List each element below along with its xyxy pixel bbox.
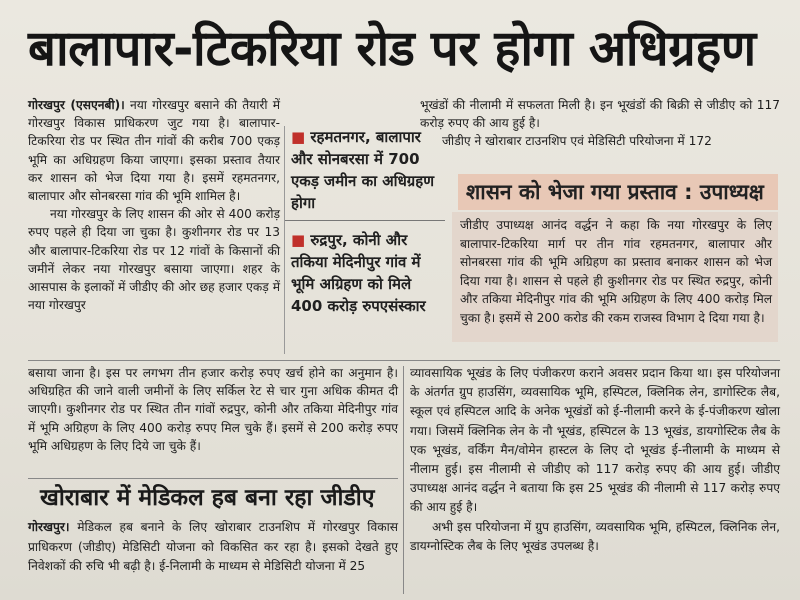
article-column-1: [28, 96, 280, 314]
article-column-right-bottom: [410, 364, 780, 556]
right-top-para1: भूखंडों की नीलामी में सफलता मिली है। इन भूखंडों की बिक्री से जीडीए को 117 करोड़ रुपए की आय हुई है।: [420, 98, 780, 131]
bottom-story-text: मेडिकल हब बनाने के लिए खोराबार टाउनशिप में गोरखपुर विकास प्राधिकरण (जीडीए) मेडिसिटी योजना को विकसित कर रहा है। इसको देखते हुए निवेशकों की रुचि भी बढ़ी है। ई-निलामी के माध्यम से मेडिसिटी योजना में 25: [28, 520, 398, 573]
headline: बालापार-टिकरिया रोड पर होगा अधिग्रहण: [28, 20, 756, 77]
subhead-box-title: शासन को भेजा गया प्रस्ताव : उपाध्यक्ष: [466, 180, 764, 204]
subhead-box: [458, 174, 778, 210]
boxed-quote: [452, 212, 778, 342]
right-top-para2: जीडीए ने खोराबार टाउनशिप एवं मेडिसिटी परियोजना में 172: [442, 134, 712, 149]
dateline: गोरखपुर (एसएनबी)।: [28, 98, 125, 112]
column1-para2: नया गोरखपुर के लिए शासन की ओर से 400 करोड़ रुपए पहले ही दिया जा चुका है। कुशीनगर रोड पर 13 और बालापार-टिकरिया रोड पर 12 गांवों के किसानों की जमीनें लेकर नया गोरखपुर बसाया जाएगा। शहर के आसपास के इलाकों में जीडीए की ओर छह हजार एकड़ में नया गोरखपुर: [28, 207, 280, 313]
subhead-medical-hub: खोराबार में मेडिकल हब बना रहा जीडीए: [40, 485, 375, 511]
bottom-dateline: गोरखपुर।: [28, 520, 70, 534]
sidebar-divider: [285, 220, 445, 221]
sidebar-item-1-text: रहमतनगर, बालापार और सोनबरसा में 700 एकड़ जमीन का अधिग्रहण होगा: [291, 128, 435, 212]
column1-para1-text: नया गोरखपुर बसाने की तैयारी में गोरखपुर विकास प्राधिकरण जुट गया है। बालापार-टिकरिया रोड पर स्थित तीन गांवों की करीब 700 एकड़ भूमि का अधिग्रहण किया जाएगा। इसका प्रस्ताव तैयार कर शासन को भेज दिया गया है। इसमें रहमतनगर, बालापार और सोनबरसा गांव की भूमि शामिल है।: [28, 98, 280, 204]
column-divider: [403, 366, 404, 594]
sidebar-item-2: [285, 229, 445, 317]
boxed-quote-text: जीडीए उपाध्यक्ष आनंद वर्द्धन ने कहा कि नया गोरखपुर के लिए बालापार-टिकरिया मार्ग पर तीन गांव रहमतनगर, बालापार और सोनबरसा गांव की भूमि अग्रिहण का प्रस्ताव बनाकर शासन को भेज दिया गया है। शासन से पहले ही कुशीनगर रोड पर स्थित रुद्रपुर, कोनी और तकिया मेदिनीपुर गांव की भूमि अग्रिहण के लिए 400 करोड़ मिल चुका है। इसमें से 200 करोड की रकम राजस्व विभाग दे दिया गया है।: [460, 218, 772, 325]
sidebar-item-2-text: रुद्रपुर, कोनी और तकिया मेदिनीपुर गांव में भूमि अग्रिहण को मिले 400 करोड़ रुपएसंस्कार: [291, 231, 426, 315]
highlight-sidebar: [284, 126, 445, 354]
horizontal-rule: [28, 478, 398, 479]
column1-para1: [28, 96, 280, 205]
article-bottom-story: [28, 518, 398, 577]
wide-column-text: बसाया जाना है। इस पर लगभग तीन हजार करोड़ रुपए खर्च होने का अनुमान है। अधिग्रहित की जाने वाली जमीनों के लिए सर्किल रेट से चार गुना अधिक कीमत दी जाएगी। कुशीनगर रोड पर स्थित तीन गांवों रुद्रपुर, कोनी और तकिया मेदिनीपुर गांव में भूमि अग्रिहण के लिए 400 करोड़ रुपए मिल चुके हैं। इसमें से 200 करोड़ रुपए भूमि अधिग्रहण के लिए दिये जा चुके हैं।: [28, 366, 398, 453]
horizontal-rule: [28, 360, 780, 361]
bottom-story-para: [28, 518, 398, 577]
right-bottom-para1: व्यावसायिक भूखंड के लिए पंजीकरण कराने अवसर प्रदान किया था। इस परियोजना के अंतर्गत ग्रुप हाउसिंग, व्यवसायिक भूमि, हस्पिटल, क्लिनिक लेन, डागोस्टिक लैब, स्कूल एवं हस्पिटल आदि के अनेक भूखंडों को ई-नीलामी करने के ई-पंजीकरण खोला गया। जिसमें क्लिनिक लेन के नौ भूखंड, हस्पिटल के 13 भूखंड, डायगोस्टिक लैब के एक भूखंड, वर्किंग मैन/वोमेन हास्टल के लिए दो भूखंड ई-नीलामी के माध्यम से नीलाम हुई। इस नीलामी से जीडीए को 117 करोड़ रुपए की आय हुई। जीडीए उपाध्यक्ष आनंद वर्द्धन ने बताया कि इस 25 भूखंड की नीलामी से 117 करोड़ रुपए की आय हुई है।: [410, 366, 780, 515]
bullet-icon: ■: [291, 128, 306, 146]
article-column-right-top: [420, 96, 780, 151]
right-bottom-para2: अभी इस परियोजना में ग्रुप हाउसिंग, व्यवसायिक भूमि, हस्पिटल, क्लिनिक लेन, डायग्नोस्टिक लैब के लिए भूखंड उपलब्ध है।: [410, 519, 780, 553]
article-column-wide: [28, 364, 398, 455]
bullet-icon: ■: [291, 231, 306, 249]
